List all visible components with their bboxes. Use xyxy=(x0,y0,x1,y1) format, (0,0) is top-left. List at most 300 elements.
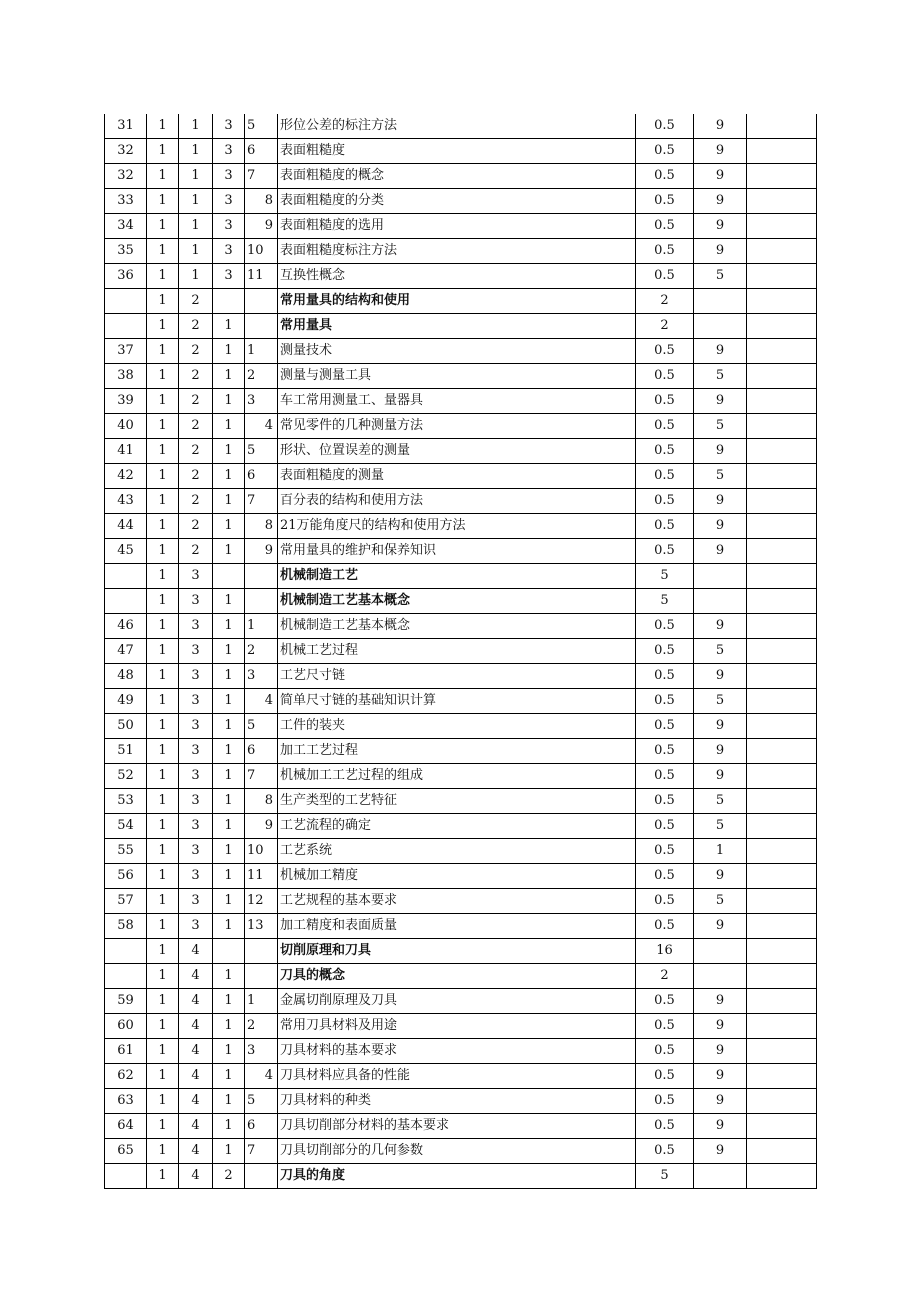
cell-notes xyxy=(747,839,817,864)
cell-hours: 0.5 xyxy=(636,1114,694,1139)
cell-seq-number: 59 xyxy=(105,989,147,1014)
cell-level-1: 1 xyxy=(147,314,179,339)
cell-level-3: 1 xyxy=(213,314,245,339)
table-row xyxy=(105,189,817,214)
cell-level-4 xyxy=(245,564,278,589)
cell-level-4: 11 xyxy=(245,264,278,289)
cell-seq-number xyxy=(105,964,147,989)
cell-importance: 9 xyxy=(694,989,747,1014)
cell-topic: 工件的装夹 xyxy=(278,714,636,739)
cell-level-3: 1 xyxy=(213,589,245,614)
table-row xyxy=(105,889,817,914)
cell-importance: 9 xyxy=(694,1114,747,1139)
table-row xyxy=(105,389,817,414)
table-row xyxy=(105,339,817,364)
cell-hours: 0.5 xyxy=(636,539,694,564)
cell-level-2: 1 xyxy=(179,264,213,289)
cell-level-4: 7 xyxy=(245,489,278,514)
cell-level-4: 8 xyxy=(245,789,278,814)
cell-notes xyxy=(747,114,817,139)
cell-level-3: 1 xyxy=(213,614,245,639)
cell-hours: 0.5 xyxy=(636,914,694,939)
cell-level-3: 1 xyxy=(213,764,245,789)
cell-seq-number: 56 xyxy=(105,864,147,889)
cell-hours: 5 xyxy=(636,1164,694,1189)
cell-level-4: 4 xyxy=(245,689,278,714)
cell-level-1: 1 xyxy=(147,989,179,1014)
cell-level-4: 9 xyxy=(245,539,278,564)
cell-level-3: 1 xyxy=(213,1039,245,1064)
cell-level-1: 1 xyxy=(147,614,179,639)
cell-importance xyxy=(694,964,747,989)
cell-importance: 9 xyxy=(694,914,747,939)
cell-level-2: 2 xyxy=(179,339,213,364)
cell-level-3: 1 xyxy=(213,514,245,539)
cell-hours: 0.5 xyxy=(636,989,694,1014)
cell-seq-number: 62 xyxy=(105,1064,147,1089)
cell-level-3: 1 xyxy=(213,839,245,864)
cell-seq-number: 61 xyxy=(105,1039,147,1064)
cell-level-4: 4 xyxy=(245,1064,278,1089)
cell-level-3: 1 xyxy=(213,889,245,914)
cell-level-4: 6 xyxy=(245,139,278,164)
cell-topic: 刀具材料应具备的性能 xyxy=(278,1064,636,1089)
table-row xyxy=(105,714,817,739)
cell-seq-number: 46 xyxy=(105,614,147,639)
cell-topic: 常用量具 xyxy=(278,314,636,339)
cell-seq-number: 41 xyxy=(105,439,147,464)
cell-level-1: 1 xyxy=(147,739,179,764)
cell-level-2: 3 xyxy=(179,689,213,714)
cell-notes xyxy=(747,439,817,464)
cell-topic: 车工常用测量工、量器具 xyxy=(278,389,636,414)
cell-hours: 0.5 xyxy=(636,264,694,289)
cell-notes xyxy=(747,664,817,689)
cell-notes xyxy=(747,739,817,764)
cell-level-2: 2 xyxy=(179,464,213,489)
cell-level-1: 1 xyxy=(147,914,179,939)
cell-topic: 表面粗糙度的分类 xyxy=(278,189,636,214)
cell-level-1: 1 xyxy=(147,139,179,164)
cell-level-1: 1 xyxy=(147,589,179,614)
table-row xyxy=(105,839,817,864)
cell-level-3: 1 xyxy=(213,914,245,939)
cell-level-2: 1 xyxy=(179,164,213,189)
cell-seq-number xyxy=(105,589,147,614)
cell-notes xyxy=(747,164,817,189)
cell-level-3: 1 xyxy=(213,439,245,464)
cell-topic: 表面粗糙度 xyxy=(278,139,636,164)
cell-notes xyxy=(747,589,817,614)
cell-notes xyxy=(747,989,817,1014)
cell-hours: 0.5 xyxy=(636,689,694,714)
cell-level-1: 1 xyxy=(147,539,179,564)
cell-importance: 9 xyxy=(694,489,747,514)
cell-level-3: 3 xyxy=(213,214,245,239)
cell-hours: 0.5 xyxy=(636,489,694,514)
cell-level-4: 9 xyxy=(245,214,278,239)
cell-level-3 xyxy=(213,289,245,314)
cell-seq-number: 63 xyxy=(105,1089,147,1114)
cell-hours: 2 xyxy=(636,964,694,989)
cell-topic: 工艺系统 xyxy=(278,839,636,864)
table-row xyxy=(105,989,817,1014)
cell-level-1: 1 xyxy=(147,489,179,514)
cell-level-2: 2 xyxy=(179,289,213,314)
cell-notes xyxy=(747,264,817,289)
cell-notes xyxy=(747,1039,817,1064)
table-row xyxy=(105,164,817,189)
cell-level-3: 1 xyxy=(213,814,245,839)
cell-seq-number xyxy=(105,564,147,589)
cell-level-2: 4 xyxy=(179,1064,213,1089)
cell-importance: 9 xyxy=(694,614,747,639)
cell-level-4: 8 xyxy=(245,189,278,214)
cell-level-1: 1 xyxy=(147,439,179,464)
cell-level-3: 3 xyxy=(213,139,245,164)
cell-notes xyxy=(747,889,817,914)
cell-topic: 刀具材料的种类 xyxy=(278,1089,636,1114)
cell-seq-number xyxy=(105,314,147,339)
table-row xyxy=(105,139,817,164)
section-header-row xyxy=(105,1164,817,1189)
cell-level-3: 3 xyxy=(213,164,245,189)
cell-level-2: 2 xyxy=(179,489,213,514)
table-row xyxy=(105,539,817,564)
table-row xyxy=(105,1114,817,1139)
cell-level-3: 1 xyxy=(213,664,245,689)
cell-notes xyxy=(747,239,817,264)
cell-topic: 金属切削原理及刀具 xyxy=(278,989,636,1014)
cell-importance: 5 xyxy=(694,464,747,489)
cell-hours: 0.5 xyxy=(636,864,694,889)
cell-level-1: 1 xyxy=(147,364,179,389)
cell-level-4: 5 xyxy=(245,714,278,739)
cell-level-3: 1 xyxy=(213,1064,245,1089)
cell-topic: 常用刀具材料及用途 xyxy=(278,1014,636,1039)
cell-notes xyxy=(747,964,817,989)
cell-topic: 互换性概念 xyxy=(278,264,636,289)
cell-seq-number xyxy=(105,289,147,314)
cell-level-4: 5 xyxy=(245,1089,278,1114)
cell-level-2: 4 xyxy=(179,964,213,989)
cell-level-2: 3 xyxy=(179,564,213,589)
cell-notes xyxy=(747,614,817,639)
cell-topic: 工艺流程的确定 xyxy=(278,814,636,839)
cell-level-4: 1 xyxy=(245,339,278,364)
cell-topic: 简单尺寸链的基础知识计算 xyxy=(278,689,636,714)
cell-level-1: 1 xyxy=(147,264,179,289)
cell-seq-number: 34 xyxy=(105,214,147,239)
cell-level-1: 1 xyxy=(147,664,179,689)
cell-level-1: 1 xyxy=(147,839,179,864)
cell-level-1: 1 xyxy=(147,189,179,214)
cell-level-3: 1 xyxy=(213,989,245,1014)
cell-level-1: 1 xyxy=(147,689,179,714)
cell-level-2: 1 xyxy=(179,189,213,214)
cell-level-2: 2 xyxy=(179,539,213,564)
table-row xyxy=(105,1064,817,1089)
cell-topic: 切削原理和刀具 xyxy=(278,939,636,964)
cell-level-3: 1 xyxy=(213,364,245,389)
cell-level-2: 2 xyxy=(179,414,213,439)
cell-notes xyxy=(747,364,817,389)
cell-level-4: 6 xyxy=(245,1114,278,1139)
cell-importance: 9 xyxy=(694,1064,747,1089)
cell-level-4: 9 xyxy=(245,814,278,839)
section-header-row xyxy=(105,964,817,989)
cell-level-4 xyxy=(245,939,278,964)
cell-level-4: 11 xyxy=(245,864,278,889)
cell-level-3: 1 xyxy=(213,539,245,564)
table-row xyxy=(105,914,817,939)
table-row xyxy=(105,1039,817,1064)
cell-seq-number: 35 xyxy=(105,239,147,264)
cell-level-3: 1 xyxy=(213,1139,245,1164)
cell-level-4: 1 xyxy=(245,989,278,1014)
cell-topic: 机械加工精度 xyxy=(278,864,636,889)
cell-importance: 9 xyxy=(694,1014,747,1039)
cell-hours: 5 xyxy=(636,564,694,589)
cell-notes xyxy=(747,939,817,964)
cell-level-3: 1 xyxy=(213,689,245,714)
table-row xyxy=(105,264,817,289)
cell-level-2: 2 xyxy=(179,514,213,539)
cell-hours: 0.5 xyxy=(636,639,694,664)
syllabus-table xyxy=(104,114,817,1189)
cell-level-2: 4 xyxy=(179,939,213,964)
cell-seq-number: 51 xyxy=(105,739,147,764)
cell-hours: 0.5 xyxy=(636,439,694,464)
cell-level-1: 1 xyxy=(147,514,179,539)
cell-level-4 xyxy=(245,1164,278,1189)
cell-importance: 5 xyxy=(694,414,747,439)
cell-seq-number xyxy=(105,1164,147,1189)
cell-importance: 9 xyxy=(694,1139,747,1164)
cell-level-2: 4 xyxy=(179,1139,213,1164)
table-row xyxy=(105,764,817,789)
cell-importance xyxy=(694,939,747,964)
cell-topic: 加工工艺过程 xyxy=(278,739,636,764)
cell-level-1: 1 xyxy=(147,114,179,139)
cell-level-2: 3 xyxy=(179,889,213,914)
cell-level-3: 3 xyxy=(213,114,245,139)
table-row xyxy=(105,639,817,664)
cell-seq-number: 57 xyxy=(105,889,147,914)
cell-hours: 0.5 xyxy=(636,339,694,364)
cell-hours: 16 xyxy=(636,939,694,964)
cell-importance: 9 xyxy=(694,1089,747,1114)
section-header-row xyxy=(105,289,817,314)
cell-seq-number: 49 xyxy=(105,689,147,714)
cell-hours: 0.5 xyxy=(636,414,694,439)
table-row xyxy=(105,414,817,439)
cell-level-4: 10 xyxy=(245,839,278,864)
cell-notes xyxy=(747,864,817,889)
cell-level-2: 3 xyxy=(179,864,213,889)
cell-hours: 0.5 xyxy=(636,714,694,739)
cell-seq-number: 38 xyxy=(105,364,147,389)
cell-seq-number: 53 xyxy=(105,789,147,814)
cell-importance xyxy=(694,314,747,339)
cell-topic: 机械制造工艺基本概念 xyxy=(278,589,636,614)
cell-level-4 xyxy=(245,589,278,614)
cell-topic: 形位公差的标注方法 xyxy=(278,114,636,139)
cell-seq-number: 40 xyxy=(105,414,147,439)
cell-level-4: 3 xyxy=(245,1039,278,1064)
cell-level-2: 1 xyxy=(179,239,213,264)
cell-level-1: 1 xyxy=(147,1064,179,1089)
cell-importance xyxy=(694,289,747,314)
cell-seq-number: 58 xyxy=(105,914,147,939)
cell-level-2: 3 xyxy=(179,614,213,639)
cell-importance: 9 xyxy=(694,664,747,689)
cell-notes xyxy=(747,514,817,539)
section-header-row xyxy=(105,314,817,339)
cell-level-3: 1 xyxy=(213,1014,245,1039)
cell-topic: 测量与测量工具 xyxy=(278,364,636,389)
cell-topic: 表面粗糙度的概念 xyxy=(278,164,636,189)
cell-notes xyxy=(747,139,817,164)
cell-hours: 2 xyxy=(636,289,694,314)
cell-hours: 5 xyxy=(636,589,694,614)
cell-notes xyxy=(747,1064,817,1089)
cell-hours: 0.5 xyxy=(636,514,694,539)
table-row xyxy=(105,439,817,464)
cell-level-3: 1 xyxy=(213,1089,245,1114)
cell-notes xyxy=(747,339,817,364)
cell-seq-number: 42 xyxy=(105,464,147,489)
cell-topic: 形状、位置误差的测量 xyxy=(278,439,636,464)
cell-notes xyxy=(747,564,817,589)
cell-level-4: 2 xyxy=(245,639,278,664)
cell-level-2: 4 xyxy=(179,1114,213,1139)
cell-level-1: 1 xyxy=(147,1139,179,1164)
cell-level-1: 1 xyxy=(147,889,179,914)
cell-hours: 0.5 xyxy=(636,664,694,689)
cell-level-2: 3 xyxy=(179,664,213,689)
cell-level-1: 1 xyxy=(147,214,179,239)
cell-level-2: 3 xyxy=(179,739,213,764)
table-row xyxy=(105,689,817,714)
table-row xyxy=(105,1014,817,1039)
cell-level-2: 3 xyxy=(179,639,213,664)
table-body xyxy=(105,114,817,1189)
table-row xyxy=(105,664,817,689)
cell-level-2: 4 xyxy=(179,1089,213,1114)
cell-hours: 0.5 xyxy=(636,164,694,189)
cell-notes xyxy=(747,1164,817,1189)
cell-importance: 9 xyxy=(694,139,747,164)
cell-importance: 9 xyxy=(694,239,747,264)
cell-seq-number: 33 xyxy=(105,189,147,214)
cell-level-3: 1 xyxy=(213,339,245,364)
cell-level-4: 7 xyxy=(245,1139,278,1164)
cell-seq-number: 39 xyxy=(105,389,147,414)
cell-importance: 5 xyxy=(694,814,747,839)
cell-level-3: 1 xyxy=(213,414,245,439)
cell-seq-number xyxy=(105,939,147,964)
table-row xyxy=(105,1089,817,1114)
cell-notes xyxy=(747,189,817,214)
cell-topic: 常用量具的结构和使用 xyxy=(278,289,636,314)
cell-level-2: 1 xyxy=(179,114,213,139)
cell-hours: 0.5 xyxy=(636,764,694,789)
cell-level-2: 2 xyxy=(179,439,213,464)
cell-importance: 9 xyxy=(694,739,747,764)
cell-seq-number: 44 xyxy=(105,514,147,539)
cell-topic: 常见零件的几种测量方法 xyxy=(278,414,636,439)
cell-seq-number: 32 xyxy=(105,164,147,189)
cell-level-4: 7 xyxy=(245,764,278,789)
cell-notes xyxy=(747,289,817,314)
cell-level-1: 1 xyxy=(147,964,179,989)
section-header-row xyxy=(105,939,817,964)
cell-level-3: 1 xyxy=(213,739,245,764)
cell-seq-number: 54 xyxy=(105,814,147,839)
cell-level-2: 4 xyxy=(179,1014,213,1039)
cell-topic: 表面粗糙度的选用 xyxy=(278,214,636,239)
cell-level-2: 3 xyxy=(179,764,213,789)
cell-level-1: 1 xyxy=(147,239,179,264)
cell-topic: 加工精度和表面质量 xyxy=(278,914,636,939)
cell-level-2: 2 xyxy=(179,389,213,414)
cell-notes xyxy=(747,464,817,489)
cell-seq-number: 37 xyxy=(105,339,147,364)
table-row xyxy=(105,739,817,764)
cell-topic: 工艺规程的基本要求 xyxy=(278,889,636,914)
table-row xyxy=(105,214,817,239)
cell-level-1: 1 xyxy=(147,939,179,964)
cell-level-4: 13 xyxy=(245,914,278,939)
cell-level-4: 8 xyxy=(245,514,278,539)
cell-notes xyxy=(747,789,817,814)
cell-topic: 机械加工工艺过程的组成 xyxy=(278,764,636,789)
cell-level-2: 3 xyxy=(179,714,213,739)
cell-level-4: 10 xyxy=(245,239,278,264)
cell-importance: 9 xyxy=(694,164,747,189)
cell-level-2: 4 xyxy=(179,1039,213,1064)
cell-level-3 xyxy=(213,939,245,964)
cell-level-3: 1 xyxy=(213,1114,245,1139)
cell-seq-number: 36 xyxy=(105,264,147,289)
cell-seq-number: 47 xyxy=(105,639,147,664)
cell-importance: 9 xyxy=(694,514,747,539)
table-row xyxy=(105,1139,817,1164)
cell-topic: 刀具切削部分材料的基本要求 xyxy=(278,1114,636,1139)
table-row xyxy=(105,789,817,814)
cell-level-3: 1 xyxy=(213,964,245,989)
cell-topic: 21万能角度尺的结构和使用方法 xyxy=(278,514,636,539)
cell-level-2: 4 xyxy=(179,1164,213,1189)
cell-importance: 5 xyxy=(694,889,747,914)
cell-hours: 0.5 xyxy=(636,889,694,914)
cell-level-4: 6 xyxy=(245,739,278,764)
cell-level-1: 1 xyxy=(147,639,179,664)
cell-seq-number: 43 xyxy=(105,489,147,514)
cell-level-3: 1 xyxy=(213,464,245,489)
cell-notes xyxy=(747,764,817,789)
cell-topic: 常用量具的维护和保养知识 xyxy=(278,539,636,564)
cell-importance: 9 xyxy=(694,389,747,414)
cell-importance: 9 xyxy=(694,1039,747,1064)
cell-level-1: 1 xyxy=(147,164,179,189)
cell-level-2: 3 xyxy=(179,589,213,614)
cell-level-3: 1 xyxy=(213,489,245,514)
cell-hours: 2 xyxy=(636,314,694,339)
cell-importance: 9 xyxy=(694,189,747,214)
section-header-row xyxy=(105,589,817,614)
